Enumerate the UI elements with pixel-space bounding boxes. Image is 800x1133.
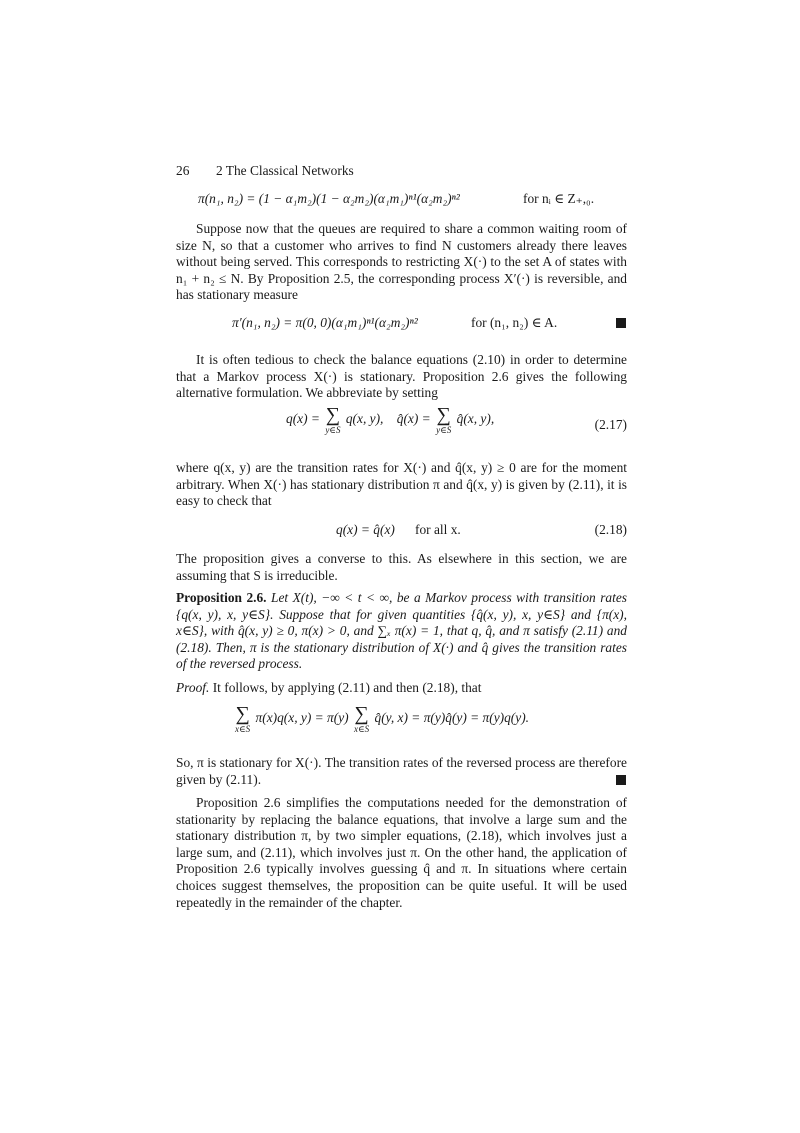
proposition-2-6 bbox=[176, 590, 627, 673]
paragraph-simplification: Proposition 2.6 simplifies the computations needed for the demonstration of stationarity by replacing the balance equations, that involve a large sum and the stationary distribution π, by two simpler equations, (2.18), which involves just a large sum, and (2.11), which involves just π. On the other hand, the application of Proposition 2.6 typically involves guessing q̂ and π. In situations where certain choices suggest themselves, the proposition can be quite useful. It will be used repeatedly in the remainder of the chapter. bbox=[176, 795, 627, 910]
summation-icon: ∑ x∈S bbox=[235, 703, 251, 734]
equation-2-18-condition: for all x. bbox=[415, 522, 461, 537]
proof-intro bbox=[176, 680, 627, 697]
qed-square-icon bbox=[616, 775, 626, 785]
proposition-statement: Let X(t), −∞ < t < ∞, be a Markov process with transition rates {q(x, y), x, y∈S}. Suppose that for given quantities {q̂(x, y), x, y∈S} and {π(x), x∈S}, with q̂(x, y) ≥ 0, π(x) > 0, and ∑ₓ π(x) = 1, that q, q̂, and π satisfy (2.11) and (2.18). Then, π is the stationary distribution of X(·) and q̂ gives the transition rates of the reversed process. bbox=[176, 590, 628, 672]
proof-label: Proof. bbox=[176, 680, 210, 695]
equation-number-2-17: (2.17) bbox=[594, 417, 627, 432]
paragraph-waiting-room: Suppose now that the queues are required to share a common waiting room of size N, so that a customer who arrives to find N customers already there leaves without being served. This corresponds to restricting X(·) to the set A of states with n₁ + n₂ ≤ N. By Proposition 2.5, the corresponding process X′(·) is reversible, and has stationary measure bbox=[176, 221, 627, 303]
qed-square-icon bbox=[616, 318, 626, 328]
equation-2-18: q(x) = q̂(x) bbox=[336, 522, 395, 537]
proof-text: It follows, by applying (2.11) and then (2.18), that bbox=[212, 680, 482, 695]
summation-icon: ∑ y∈S bbox=[325, 404, 341, 435]
equation-proof: ∑ x∈S π(x)q(x, y) = π(y) ∑ x∈S q̂(y, x) = π(y)q̂(y) = π(y)q(y). bbox=[235, 703, 530, 734]
running-header bbox=[176, 163, 354, 179]
paragraph-proof-conclusion: So, π is stationary for X(·). The transition rates of the reversed process are therefore given by (2.11). bbox=[176, 755, 627, 787]
page-number: 26 bbox=[176, 163, 190, 178]
equation-body: π(n₁, n₂) = (1 − α₁m₂)(1 − α₂m₂)(α₁m₁)ⁿ¹(α₂m₂)ⁿ² bbox=[198, 191, 460, 206]
summation-icon: ∑ y∈S bbox=[436, 404, 452, 435]
paragraph-balance-equations: It is often tedious to check the balance equations (2.10) in order to determine that a Markov process X(·) is stationary. Proposition 2.6 gives the following alternative formulation. We abbreviate by setting bbox=[176, 352, 627, 401]
equation-stationary-product bbox=[198, 191, 460, 207]
equation-condition: for nᵢ ∈ Z₊,₀. bbox=[523, 191, 595, 206]
paragraph-transition-rates: where q(x, y) are the transition rates for X(·) and q̂(x, y) ≥ 0 are for the moment arbitrary. When X(·) has stationary distribution π and q̂(x, y) is given by (2.11), it is easy to check that bbox=[176, 460, 627, 509]
running-title: 2 The Classical Networks bbox=[216, 163, 354, 178]
paragraph-converse: The proposition gives a converse to this. As elsewhere in this section, we are assuming that S is irreducible. bbox=[176, 551, 627, 583]
equation-restricted-measure: π′(n₁, n₂) = π(0, 0)(α₁m₁)ⁿ¹(α₂m₂)ⁿ² bbox=[232, 315, 418, 330]
equation-restricted-condition: for (n₁, n₂) ∈ A. bbox=[471, 315, 558, 330]
equation-2-17: q(x) = ∑ y∈S q(x, y), q̂(x) = ∑ y∈S q̂(x, y), bbox=[286, 404, 495, 435]
summation-icon: ∑ x∈S bbox=[353, 703, 370, 734]
proposition-label: Proposition 2.6. bbox=[176, 590, 267, 605]
equation-number-2-18: (2.18) bbox=[594, 522, 627, 537]
